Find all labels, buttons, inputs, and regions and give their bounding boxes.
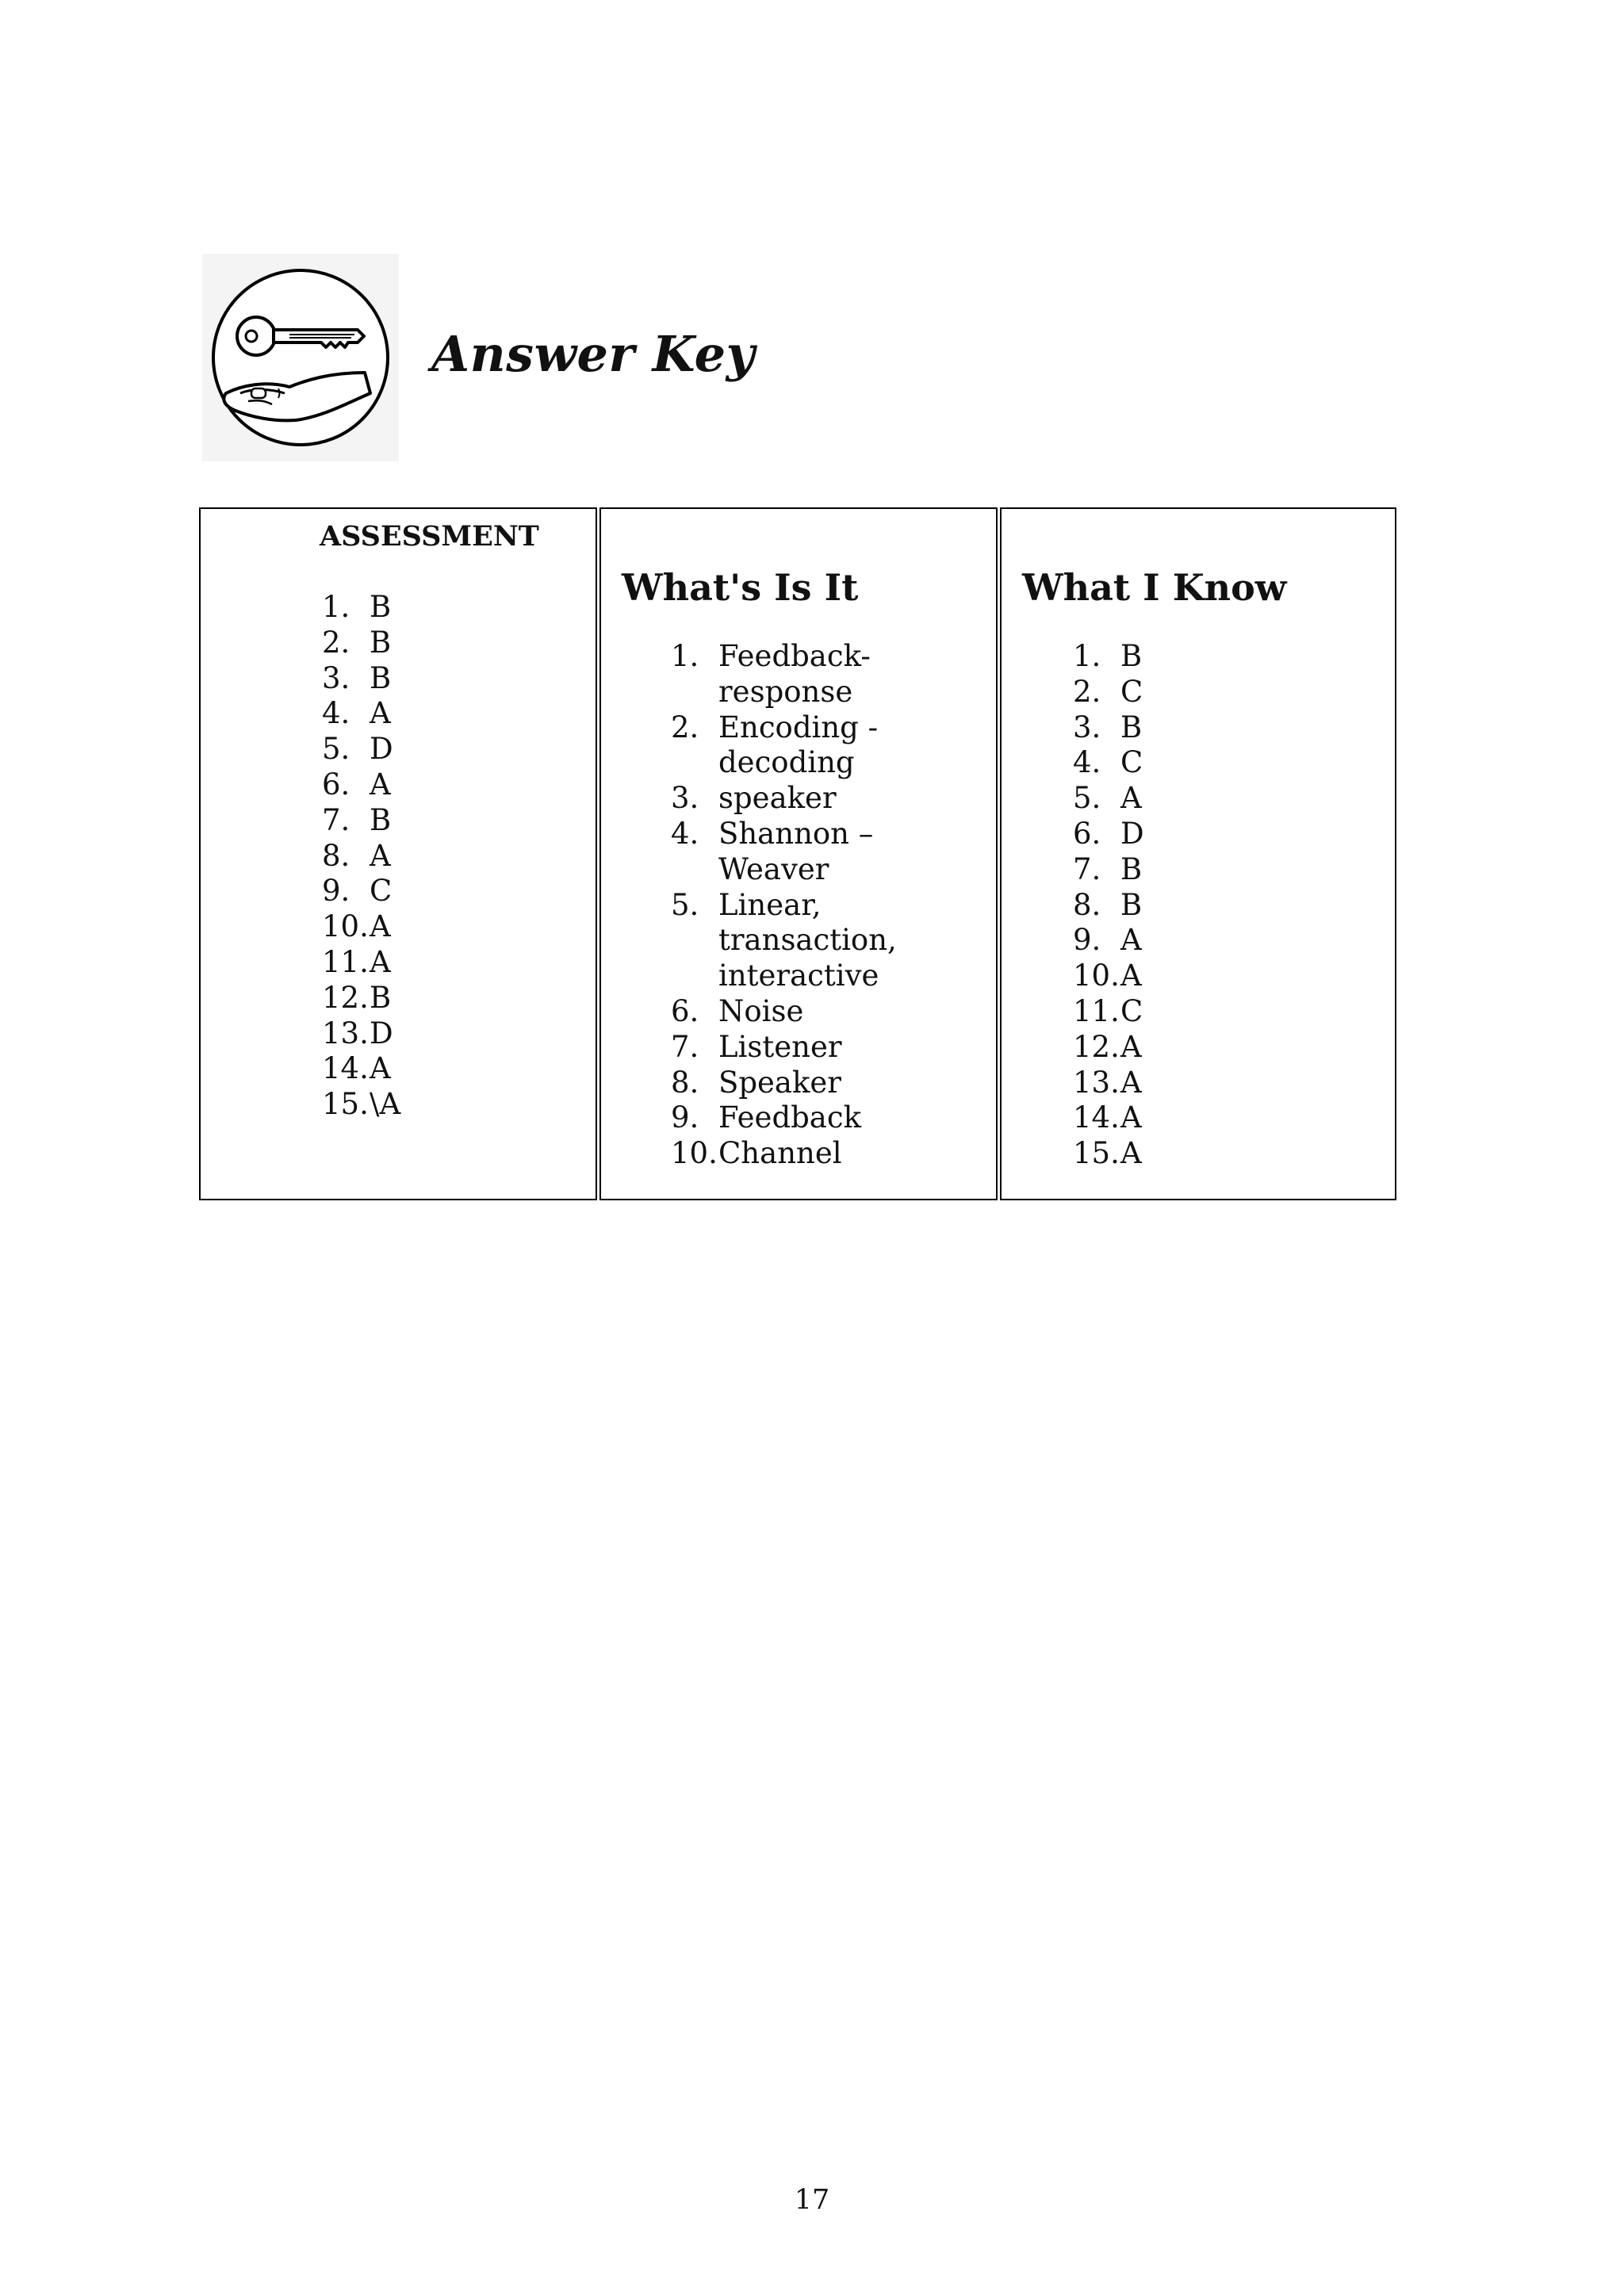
page-title: Answer Key bbox=[431, 325, 756, 383]
list-item: 6. A bbox=[322, 767, 391, 802]
list-item: 8. B bbox=[1073, 887, 1143, 922]
list-item: 15. \A bbox=[322, 1087, 401, 1122]
list-item: 4. A bbox=[322, 696, 391, 731]
column-heading: What's Is It bbox=[622, 566, 859, 609]
column-heading: ASSESSMENT bbox=[320, 520, 539, 553]
list-item: 5. A bbox=[1073, 781, 1142, 816]
list-item: 13. A bbox=[1073, 1065, 1142, 1100]
list-item: 9. A bbox=[1073, 923, 1142, 958]
list-item: 1. B bbox=[1073, 639, 1143, 673]
list-item: 5. Linear, transaction, interactive bbox=[671, 887, 897, 993]
list-item: 6. D bbox=[1073, 816, 1144, 851]
list-item: 10. A bbox=[322, 909, 391, 944]
list-item: 3. speaker bbox=[671, 781, 837, 816]
list-item: 14. A bbox=[1073, 1100, 1142, 1135]
column-heading: What I Know bbox=[1022, 566, 1287, 609]
list-item: 6. Noise bbox=[671, 993, 804, 1028]
list-item: 8. Speaker bbox=[671, 1065, 841, 1100]
list-item: 2. B bbox=[322, 625, 392, 660]
key-in-hand-icon bbox=[202, 254, 399, 461]
list-item: 7. B bbox=[322, 802, 392, 837]
list-item: 3. B bbox=[1073, 710, 1143, 744]
list-item: 7. B bbox=[1073, 851, 1143, 886]
list-item: 4. Shannon – Weaver bbox=[671, 816, 874, 886]
assessment-column bbox=[199, 507, 597, 1200]
answer-key-table bbox=[199, 507, 1396, 1203]
list-item: 4. C bbox=[1073, 745, 1143, 780]
whats-is-it-column bbox=[599, 507, 998, 1200]
what-i-know-column bbox=[1000, 507, 1396, 1200]
answer-list bbox=[671, 639, 972, 1172]
answer-list bbox=[322, 590, 400, 1123]
list-item: 3. B bbox=[322, 660, 392, 695]
list-item: 11. A bbox=[322, 944, 391, 979]
answer-list bbox=[1073, 639, 1144, 1172]
list-item: 15. A bbox=[1073, 1136, 1142, 1171]
list-item: 1. Feedback-response bbox=[671, 639, 871, 709]
list-item: 9. C bbox=[322, 874, 393, 909]
page-number: 17 bbox=[794, 2184, 830, 2216]
list-item: 12. A bbox=[1073, 1029, 1142, 1064]
list-item: 9. Feedback bbox=[671, 1100, 862, 1135]
list-item: 14. A bbox=[322, 1051, 391, 1086]
list-item: 12. B bbox=[322, 980, 392, 1015]
list-item: 10. A bbox=[1073, 959, 1142, 993]
list-item: 1. B bbox=[322, 590, 392, 624]
list-item: 11. C bbox=[1073, 993, 1143, 1028]
list-item: 8. A bbox=[322, 838, 391, 873]
list-item: 2. Encoding - decoding bbox=[671, 710, 879, 780]
list-item: 7. Listener bbox=[671, 1029, 842, 1064]
list-item: 10. Channel bbox=[671, 1136, 842, 1171]
list-item: 5. D bbox=[322, 732, 393, 767]
list-item: 2. C bbox=[1073, 674, 1143, 709]
list-item: 13. D bbox=[322, 1016, 393, 1050]
